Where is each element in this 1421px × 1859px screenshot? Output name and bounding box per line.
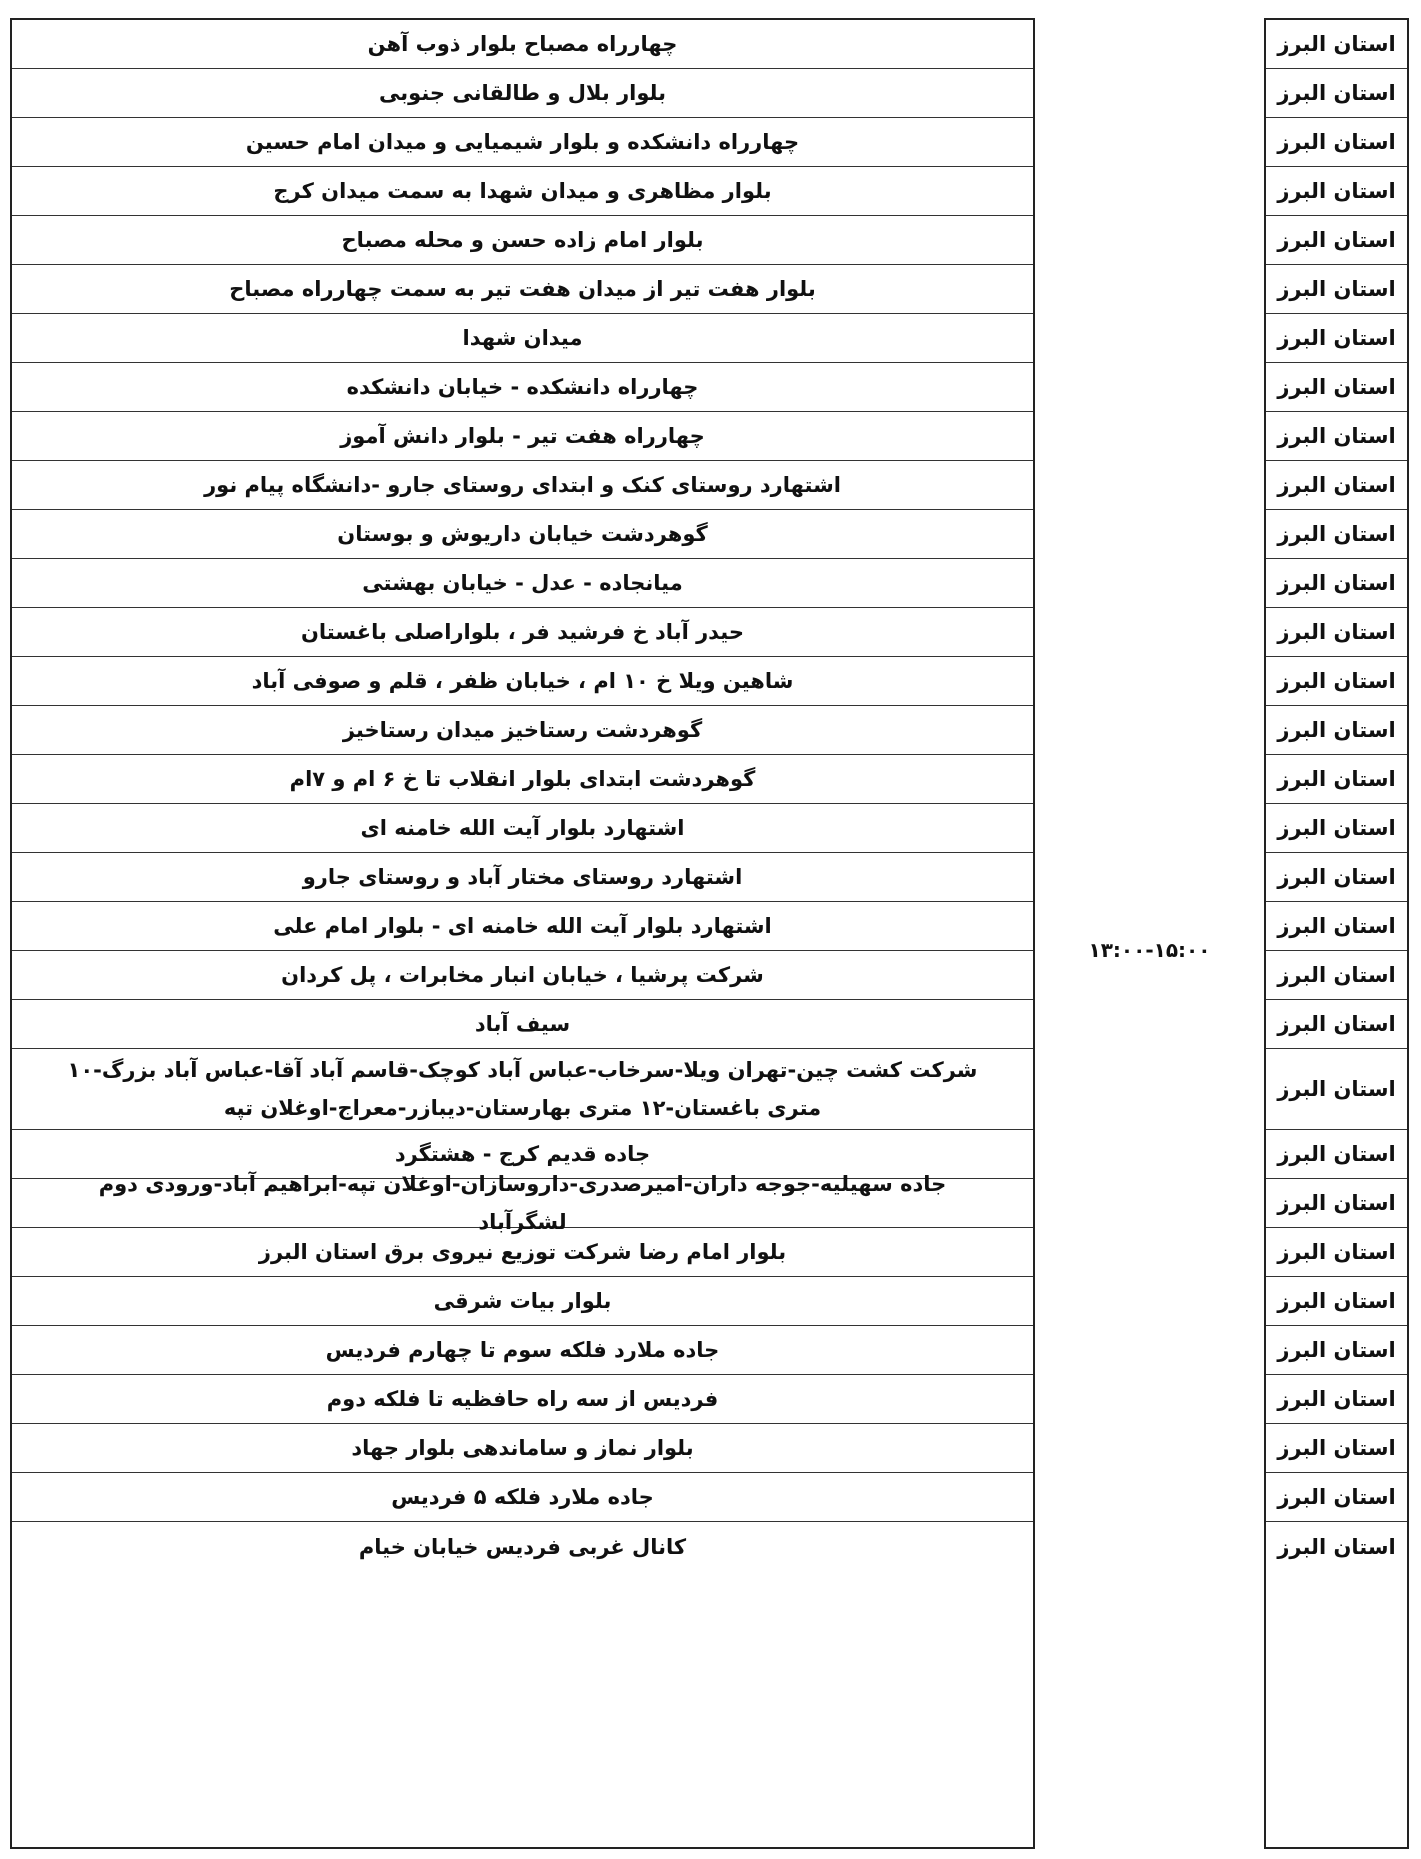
address-text: گوهردشت رستاخیز میدان رستاخیز — [342, 718, 703, 742]
province-text: استان البرز — [1277, 571, 1396, 595]
address-row — [12, 412, 1033, 461]
province-row — [1266, 902, 1407, 951]
province-text: استان البرز — [1277, 669, 1396, 693]
address-row — [12, 1172, 1033, 1234]
address-row — [12, 314, 1033, 363]
address-text: میانجاده - عدل - خیابان بهشتی — [362, 571, 683, 595]
province-text: استان البرز — [1277, 277, 1396, 301]
province-text: استان البرز — [1277, 130, 1396, 154]
address-text: اشتهارد بلوار آیت الله خامنه ای — [360, 816, 685, 840]
address-row — [12, 461, 1033, 510]
address-row — [12, 706, 1033, 755]
address-text: فردیس از سه راه حافظیه تا فلکه دوم — [326, 1387, 719, 1411]
address-row — [12, 1522, 1033, 1571]
address-text: چهارراه هفت تیر - بلوار دانش آموز — [340, 424, 705, 448]
province-row — [1266, 853, 1407, 902]
province-text: استان البرز — [1277, 1077, 1396, 1101]
province-text: استان البرز — [1277, 32, 1396, 56]
province-text: استان البرز — [1277, 1485, 1396, 1509]
province-row — [1266, 118, 1407, 167]
address-row — [12, 1228, 1033, 1277]
address-row — [12, 363, 1033, 412]
province-text: استان البرز — [1277, 767, 1396, 791]
province-row — [1266, 216, 1407, 265]
address-row — [12, 20, 1033, 69]
province-row — [1266, 804, 1407, 853]
province-row — [1266, 1473, 1407, 1522]
address-row — [12, 1000, 1033, 1049]
province-text: استان البرز — [1277, 718, 1396, 742]
province-row — [1266, 412, 1407, 461]
address-text: کانال غربی فردیس خیابان خیام — [358, 1534, 687, 1559]
province-row — [1266, 461, 1407, 510]
province-row — [1266, 1424, 1407, 1473]
province-text: استان البرز — [1277, 473, 1396, 497]
province-row — [1266, 755, 1407, 804]
province-row — [1266, 1375, 1407, 1424]
province-text: استان البرز — [1277, 375, 1396, 399]
province-text: استان البرز — [1277, 620, 1396, 644]
province-text: استان البرز — [1277, 424, 1396, 448]
province-text: استان البرز — [1277, 1240, 1396, 1264]
address-text: چهارراه دانشکده - خیابان دانشکده — [346, 375, 699, 399]
address-row — [12, 755, 1033, 804]
address-row — [12, 1277, 1033, 1326]
province-row — [1266, 1000, 1407, 1049]
address-row — [12, 804, 1033, 853]
province-text: استان البرز — [1277, 228, 1396, 252]
address-row — [12, 1326, 1033, 1375]
address-text: شاهین ویلا خ ۱۰ ام ، خیابان ظفر ، قلم و صوفی آباد — [251, 669, 794, 693]
address-row — [12, 902, 1033, 951]
address-text: بلوار امام رضا شرکت توزیع نیروی برق استان البرز — [258, 1240, 787, 1264]
province-text: استان البرز — [1277, 326, 1396, 350]
province-row — [1266, 265, 1407, 314]
address-text: بلوار بلال و طالقانی جنوبی — [379, 81, 666, 105]
province-row — [1266, 510, 1407, 559]
province-row — [1266, 1522, 1407, 1571]
time-column — [1035, 18, 1264, 1849]
province-row — [1266, 1228, 1407, 1277]
province-row — [1266, 1179, 1407, 1228]
province-row — [1266, 1326, 1407, 1375]
province-text: استان البرز — [1277, 522, 1396, 546]
address-row — [12, 216, 1033, 265]
address-row — [12, 265, 1033, 314]
province-row — [1266, 69, 1407, 118]
province-row — [1266, 608, 1407, 657]
address-row — [12, 608, 1033, 657]
province-row — [1266, 706, 1407, 755]
province-row — [1266, 1130, 1407, 1179]
address-text: اشتهارد روستای کنک و ابتدای روستای جارو -دانشگاه پیام نور — [204, 473, 841, 497]
address-text: حیدر آباد خ فرشید فر ، بلواراصلی باغستان — [300, 620, 745, 644]
address-text: اشتهارد روستای مختار آباد و روستای جارو — [302, 865, 743, 889]
province-column — [1264, 18, 1409, 1849]
province-text: استان البرز — [1277, 865, 1396, 889]
address-column — [10, 18, 1035, 1849]
address-text: چهارراه دانشکده و بلوار شیمیایی و میدان امام حسین — [245, 130, 800, 154]
address-text: بلوار بیات شرقی — [433, 1289, 612, 1313]
address-text: بلوار امام زاده حسن و محله مصباح — [341, 228, 704, 252]
province-text: استان البرز — [1277, 914, 1396, 938]
province-row — [1266, 167, 1407, 216]
province-text: استان البرز — [1277, 81, 1396, 105]
address-text: بلوار نماز و ساماندهی بلوار جهاد — [351, 1436, 694, 1460]
address-text: گوهردشت ابتدای بلوار انقلاب تا خ ۶ ام و ۷ام — [289, 767, 756, 791]
address-text: جاده ملارد فلکه سوم تا چهارم فردیس — [325, 1338, 720, 1362]
address-row — [12, 510, 1033, 559]
province-text: استان البرز — [1277, 963, 1396, 987]
address-row — [12, 118, 1033, 167]
address-row — [12, 69, 1033, 118]
address-text: جاده سهیلیه-جوجه داران-امیرصدری-داروسازان-اوغلان تپه-ابراهیم آباد-ورودی دوم لشگرآباد — [98, 1172, 947, 1234]
address-text: میدان شهدا — [462, 326, 583, 350]
address-text: بلوار مظاهری و میدان شهدا به سمت میدان کرج — [273, 179, 772, 203]
province-row — [1266, 559, 1407, 608]
province-text: استان البرز — [1277, 816, 1396, 840]
province-text: استان البرز — [1277, 1012, 1396, 1036]
address-text: جاده قدیم کرج - هشتگرد — [394, 1142, 651, 1166]
province-text: استان البرز — [1277, 1436, 1396, 1460]
province-text: استان البرز — [1277, 1191, 1396, 1215]
address-row — [12, 853, 1033, 902]
address-row — [12, 559, 1033, 608]
address-row — [12, 1473, 1033, 1522]
province-row — [1266, 20, 1407, 69]
province-row — [1266, 657, 1407, 706]
time-window: ۱۳:۰۰-۱۵:۰۰ — [1088, 938, 1211, 962]
province-text: استان البرز — [1277, 1534, 1396, 1559]
province-row — [1266, 314, 1407, 363]
address-text: سیف آباد — [474, 1012, 571, 1036]
address-text: بلوار هفت تیر از میدان هفت تیر به سمت چهارراه مصباح — [229, 277, 816, 301]
province-row — [1266, 951, 1407, 1000]
address-row — [12, 1424, 1033, 1473]
address-text: اشتهارد بلوار آیت الله خامنه ای - بلوار امام علی — [273, 914, 772, 938]
province-text: استان البرز — [1277, 1338, 1396, 1362]
address-row — [12, 951, 1033, 1000]
address-text: گوهردشت خیابان داریوش و بوستان — [337, 522, 708, 546]
address-text: شرکت کشت چین-تهران ویلا-سرخاب-عباس آباد کوچک-قاسم آباد آقا-عباس آباد بزرگ-۱۰ متری باغستان-۱۲ متری بهارستان-دیبازر-معراج-اوغلان تپه — [67, 1058, 978, 1120]
address-text: شرکت پرشیا ، خیابان انبار مخابرات ، پل کردان — [281, 963, 764, 987]
address-text: جاده ملارد فلکه ۵ فردیس — [391, 1485, 654, 1509]
province-text: استان البرز — [1277, 1289, 1396, 1313]
address-text: چهارراه مصباح بلوار ذوب آهن — [367, 32, 678, 56]
province-row — [1266, 363, 1407, 412]
province-text: استان البرز — [1277, 1142, 1396, 1166]
province-row — [1266, 1049, 1407, 1130]
address-row — [12, 167, 1033, 216]
address-row — [12, 1049, 1033, 1130]
province-row — [1266, 1277, 1407, 1326]
address-row — [12, 1375, 1033, 1424]
address-row — [12, 657, 1033, 706]
province-text: استان البرز — [1277, 179, 1396, 203]
province-text: استان البرز — [1277, 1387, 1396, 1411]
